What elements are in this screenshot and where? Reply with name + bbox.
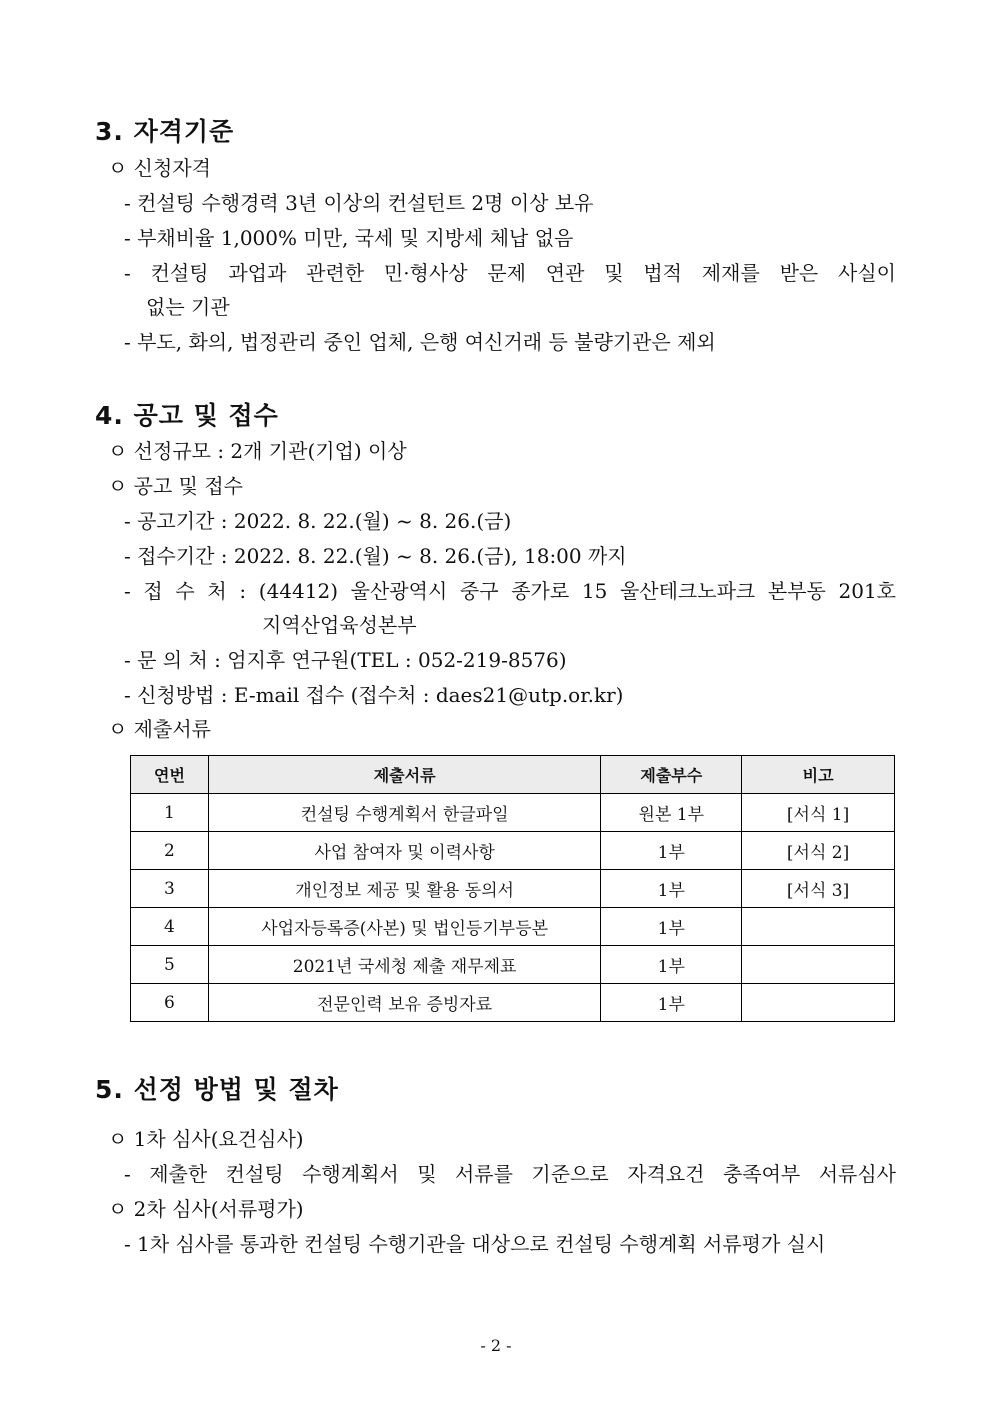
cell-document: 사업자등록증(사본) 및 법인등기부등본 — [208, 908, 600, 946]
bullet-selection-scale: ㅇ 선정규모 : 2개 기관(기업) 이상 — [108, 439, 407, 463]
bullet-second-review: ㅇ 2차 심사(서류평가) — [108, 1197, 304, 1221]
table-row — [131, 984, 895, 1022]
table-row — [131, 908, 895, 946]
cell-copies: 1부 — [601, 832, 742, 870]
cell-document: 2021년 국세청 제출 재무제표 — [208, 946, 600, 984]
header-note: 비고 — [742, 756, 895, 794]
cell-no: 1 — [131, 794, 209, 832]
list-item: - 1차 심사를 통과한 컨설팅 수행기관을 대상으로 컨설팅 수행계획 서류평가 실시 — [124, 1232, 826, 1256]
cell-copies: 원본 1부 — [601, 794, 742, 832]
list-item: - 신청방법 : E-mail 접수 (접수처 : daes21@utp.or.kr) — [124, 683, 624, 707]
cell-note — [742, 908, 895, 946]
list-item: - 공고기간 : 2022. 8. 22.(월) ~ 8. 26.(금) — [124, 509, 512, 533]
cell-note — [742, 984, 895, 1022]
list-item-continuation: 없는 기관 — [146, 295, 230, 319]
cell-no: 6 — [131, 984, 209, 1022]
list-item: - 제출한 컨설팅 수행계획서 및 서류를 기준으로 자격요건 충족여부 서류심사 — [124, 1162, 896, 1186]
cell-no: 4 — [131, 908, 209, 946]
cell-copies: 1부 — [601, 984, 742, 1022]
cell-copies: 1부 — [601, 908, 742, 946]
cell-note: [서식 1] — [742, 794, 895, 832]
list-item-continuation: 지역산업육성본부 — [262, 613, 417, 637]
cell-no: 2 — [131, 832, 209, 870]
list-item: - 접수기간 : 2022. 8. 22.(월) ~ 8. 26.(금), 18:00 까지 — [124, 544, 627, 568]
bullet-documents: ㅇ 제출서류 — [108, 717, 211, 741]
header-document: 제출서류 — [208, 756, 600, 794]
table-row — [131, 832, 895, 870]
bullet-notice-receipt: ㅇ 공고 및 접수 — [108, 474, 243, 498]
section-5-title: 5. 선정 방법 및 절차 — [95, 1075, 339, 1104]
list-item: - 접 수 처 : (44412) 울산광역시 중구 종가로 15 울산테크노파크 본부동 201호 — [124, 579, 896, 603]
list-item: - 컨설팅 수행경력 3년 이상의 컨설턴트 2명 이상 보유 — [124, 191, 594, 215]
list-item: - 컨설팅 과업과 관련한 민·형사상 문제 연관 및 법적 제재를 받은 사실이 — [124, 261, 896, 285]
list-item: - 부채비율 1,000% 미만, 국세 및 지방세 체납 없음 — [124, 226, 574, 250]
cell-no: 3 — [131, 870, 209, 908]
cell-copies: 1부 — [601, 870, 742, 908]
cell-document: 컨설팅 수행계획서 한글파일 — [208, 794, 600, 832]
header-no: 연번 — [131, 756, 209, 794]
cell-document: 사업 참여자 및 이력사항 — [208, 832, 600, 870]
table-row — [131, 870, 895, 908]
header-copies: 제출부수 — [601, 756, 742, 794]
bullet-first-review: ㅇ 1차 심사(요건심사) — [108, 1127, 304, 1151]
bullet-qualification: ㅇ 신청자격 — [108, 156, 211, 180]
page-number: - 2 - — [480, 1336, 512, 1355]
cell-note — [742, 946, 895, 984]
cell-document: 전문인력 보유 증빙자료 — [208, 984, 600, 1022]
list-item: - 부도, 화의, 법정관리 중인 업체, 은행 여신거래 등 불량기관은 제외 — [124, 330, 716, 354]
cell-no: 5 — [131, 946, 209, 984]
table-row — [131, 946, 895, 984]
cell-document: 개인정보 제공 및 활용 동의서 — [208, 870, 600, 908]
cell-note: [서식 2] — [742, 832, 895, 870]
section-3-title: 3. 자격기준 — [95, 117, 235, 146]
table-header-row — [131, 756, 895, 794]
documents-table — [130, 755, 895, 1022]
list-item: - 문 의 처 : 엄지후 연구원(TEL : 052-219-8576) — [124, 648, 567, 672]
cell-copies: 1부 — [601, 946, 742, 984]
table-row — [131, 794, 895, 832]
section-4-title: 4. 공고 및 접수 — [95, 401, 279, 430]
cell-note: [서식 3] — [742, 870, 895, 908]
